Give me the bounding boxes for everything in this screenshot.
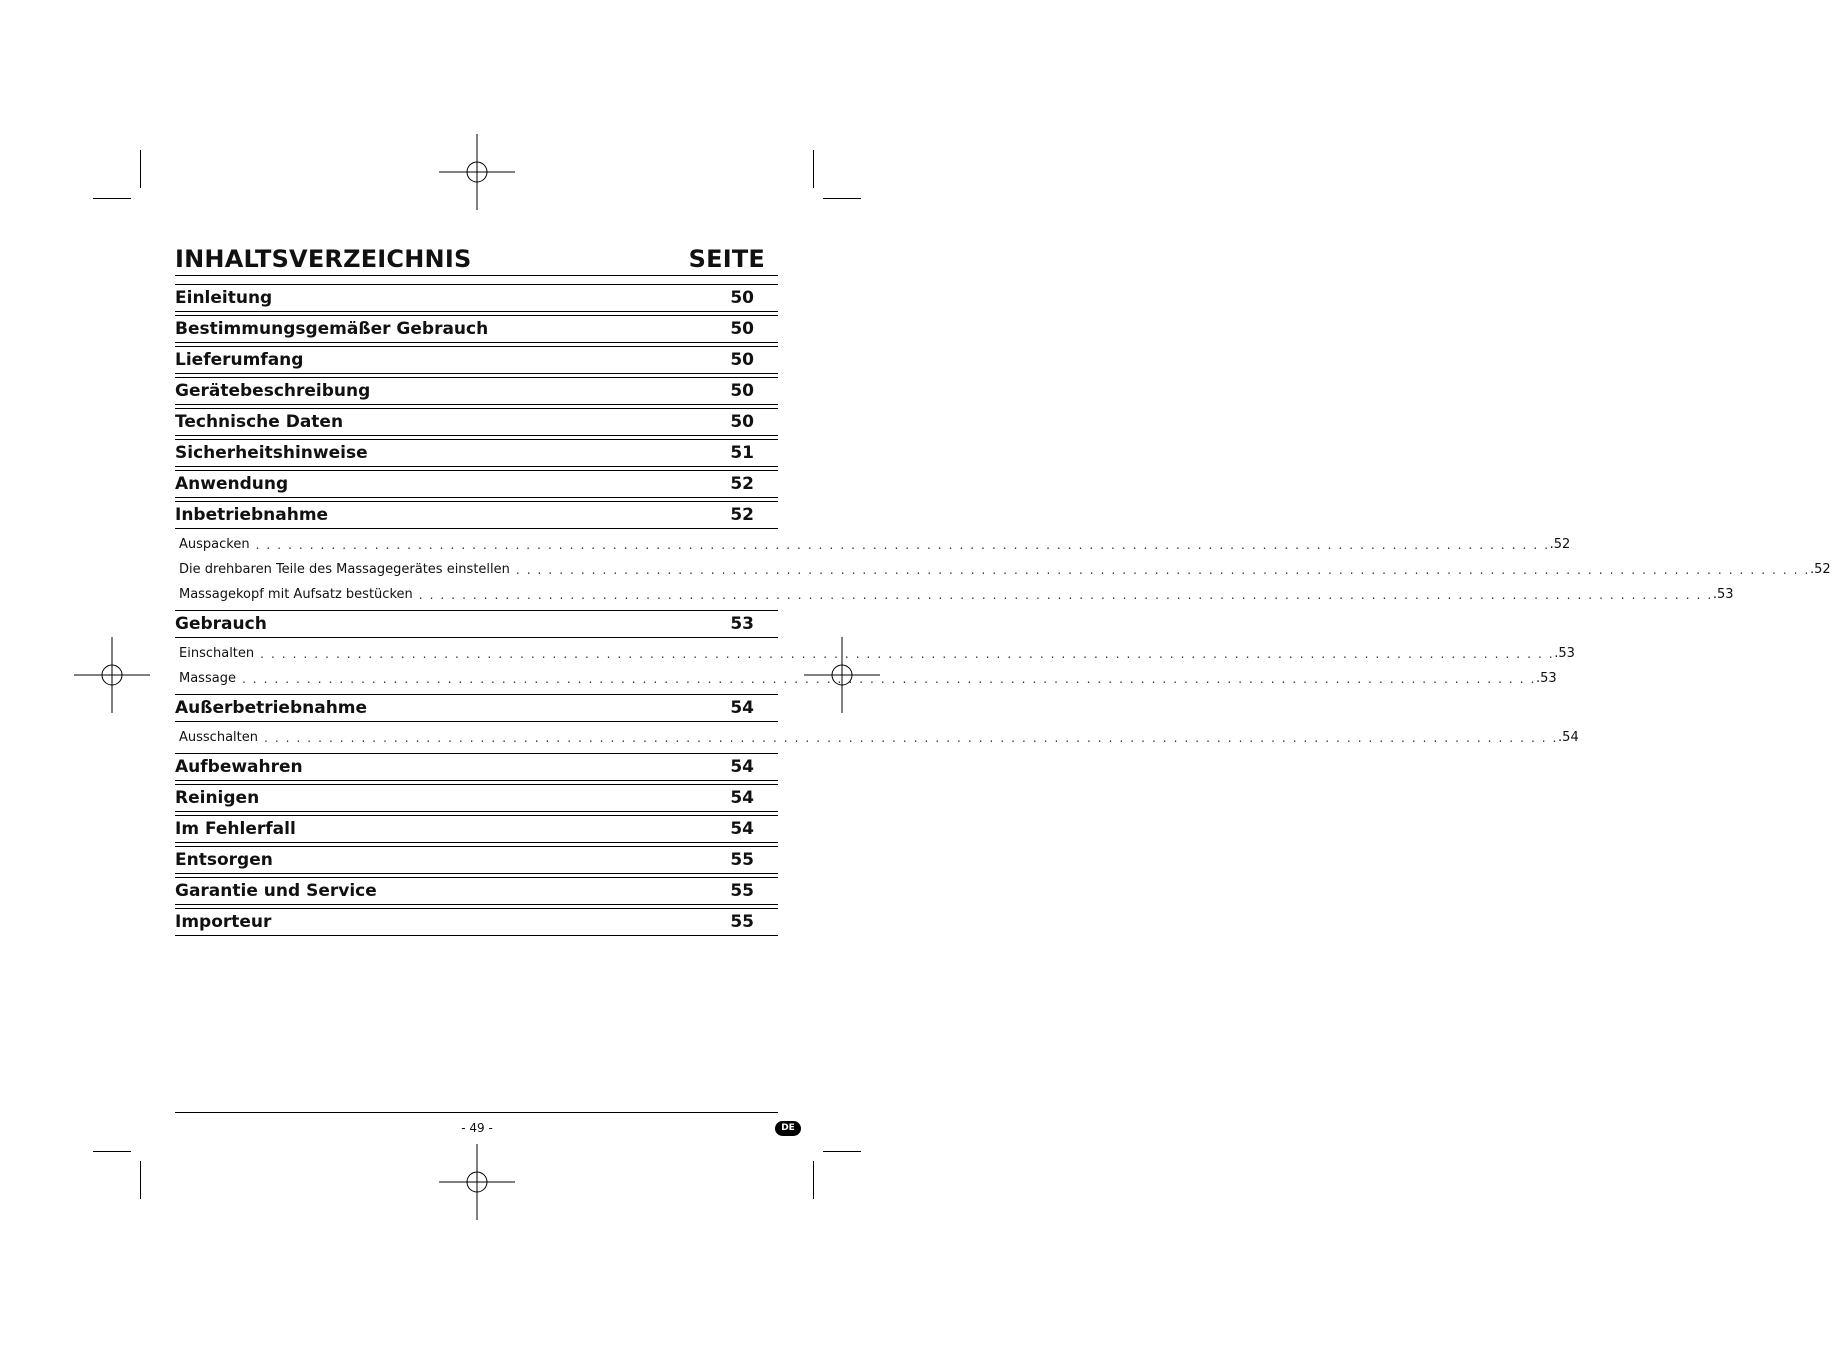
toc-entry-page: 54 [730,698,754,718]
toc-subentry[interactable] [175,666,1557,691]
crop-mark [813,150,814,188]
toc-subentry-page: .52 [1809,562,1831,577]
toc-entry[interactable] [175,908,778,936]
toc-entry[interactable] [175,470,778,498]
toc-entry[interactable] [175,877,778,905]
toc-subentry-page: .53 [1712,587,1734,602]
toc-entry-label: Inbetriebnahme [175,505,329,525]
toc-subentry-label: Massage [179,671,236,686]
toc-entry-label: Reinigen [175,788,260,808]
toc-entry-page: 52 [730,474,754,494]
toc-entry[interactable] [175,346,778,374]
dot-leader: . . . . . . . . . . . . . . . . . . . . . . . . . . . . . . . . . . . . . . . . . . . . . . . . . . . . . . . . . . . . . . . . . . . . . . . . . . . . . . . . . . . . . . . . . . . . . . . . . . . . . . . . . . . . . . . . . . . . . . . . [241,671,1537,686]
toc-subentry-label: Massagekopf mit Aufsatz bestücken [179,587,413,602]
toc-header [175,244,778,276]
dot-leader: . . . . . . . . . . . . . . . . . . . . . . . . . . . . . . . . . . . . . . . . . . . . . . . . . . . . . . . . . . . . . . . . . . . . . . . . . . . . . . . . . . . . . . . . . . . . . . . . . . . . . . . . . . . . . . . . . . . . . . . . [260,646,1555,661]
toc-entry-page: 53 [730,614,754,634]
page-column-label: SEITE [688,245,765,273]
toc-entry-label: Im Fehlerfall [175,819,296,839]
toc-entry[interactable] [175,694,778,722]
toc-entry-label: Gebrauch [175,614,267,634]
toc-entry-label: Importeur [175,912,272,932]
toc-subentry-page: .52 [1549,537,1571,552]
toc-entry-label: Aufbewahren [175,757,303,777]
toc-subentry[interactable] [175,641,1575,666]
toc-entry[interactable] [175,377,778,405]
toc-entry-label: Sicherheitshinweise [175,443,368,463]
crop-mark [823,1151,861,1152]
registration-mark-icon [439,134,515,210]
toc-entry[interactable] [175,315,778,343]
toc-entry-label: Bestimmungsgemäßer Gebrauch [175,319,489,339]
dot-leader: . . . . . . . . . . . . . . . . . . . . . . . . . . . . . . . . . . . . . . . . . . . . . . . . . . . . . . . . . . . . . . . . . . . . . . . . . . . . . . . . . . . . . . . . . . . . . . . . . . . . . . . . . . . . . . . . . . . . . . . . [263,730,1559,745]
toc-entry[interactable] [175,846,778,874]
toc-entry-page: 50 [730,288,754,308]
footer-divider [175,1112,778,1113]
toc-subentry-label: Ausschalten [179,730,258,745]
registration-mark-icon [439,1144,515,1220]
toc-entry-label: Außerbetriebnahme [175,698,368,718]
toc-entry-page: 50 [730,381,754,401]
toc-entry-page: 50 [730,350,754,370]
toc-subentry[interactable] [175,557,1831,582]
toc-entry-label: Garantie und Service [175,881,377,901]
table-of-contents [175,284,1831,939]
toc-entry-label: Lieferumfang [175,350,304,370]
dot-leader: . . . . . . . . . . . . . . . . . . . . . . . . . . . . . . . . . . . . . . . . . . . . . . . . . . . . . . . . . . . . . . . . . . . . . . . . . . . . . . . . . . . . . . . . . . . . . . . . . . . . . . . . . . . . . . . . . . . . . . . . [515,562,1810,577]
toc-entry-label: Technische Daten [175,412,344,432]
toc-subentry-page: .53 [1554,646,1575,661]
toc-entry-page: 54 [730,757,754,777]
crop-mark [140,1161,141,1199]
toc-subentry-label: Die drehbaren Teile des Massagegerätes einstellen [179,562,510,577]
toc-entry[interactable] [175,439,778,467]
toc-entry[interactable] [175,408,778,436]
toc-entry-page: 50 [730,319,754,339]
dot-leader: . . . . . . . . . . . . . . . . . . . . . . . . . . . . . . . . . . . . . . . . . . . . . . . . . . . . . . . . . . . . . . . . . . . . . . . . . . . . . . . . . . . . . . . . . . . . . . . . . . . . . . . . . . . . . . . . . . . . . . . . [418,587,1713,602]
toc-entry-page: 54 [730,819,754,839]
registration-mark-icon [74,637,150,713]
toc-subentry-page: .54 [1558,730,1579,745]
toc-entry-page: 55 [730,912,754,932]
toc-entry-label: Gerätebeschreibung [175,381,371,401]
toc-subentry-page: .53 [1536,671,1557,686]
toc-entry-label: Einleitung [175,288,273,308]
toc-entry-label: Entsorgen [175,850,273,870]
crop-mark [823,198,861,199]
crop-mark [93,198,131,199]
page-number: - 49 - [461,1121,493,1135]
toc-entry[interactable] [175,815,778,843]
toc-subentry[interactable] [175,725,1579,750]
crop-mark [813,1161,814,1199]
dot-leader: . . . . . . . . . . . . . . . . . . . . . . . . . . . . . . . . . . . . . . . . . . . . . . . . . . . . . . . . . . . . . . . . . . . . . . . . . . . . . . . . . . . . . . . . . . . . . . . . . . . . . . . . . . . . . . . . . . . . . . . . [255,537,1550,552]
toc-entry[interactable] [175,501,778,529]
toc-entry-page: 55 [730,850,754,870]
toc-subentry-label: Auspacken [179,537,250,552]
toc-subentry[interactable] [175,532,1571,557]
toc-entry-page: 51 [730,443,754,463]
page-title: INHALTSVERZEICHNIS [175,245,472,273]
crop-mark [140,150,141,188]
toc-entry-page: 55 [730,881,754,901]
toc-subentry[interactable] [175,582,1734,607]
toc-entry[interactable] [175,610,778,638]
toc-entry[interactable] [175,284,778,312]
toc-entry-label: Anwendung [175,474,289,494]
toc-entry-page: 54 [730,788,754,808]
toc-entry-page: 52 [730,505,754,525]
language-badge: DE [775,1121,801,1136]
toc-entry[interactable] [175,753,778,781]
toc-entry-page: 50 [730,412,754,432]
crop-mark [93,1151,131,1152]
toc-subentry-label: Einschalten [179,646,255,661]
toc-entry[interactable] [175,784,778,812]
